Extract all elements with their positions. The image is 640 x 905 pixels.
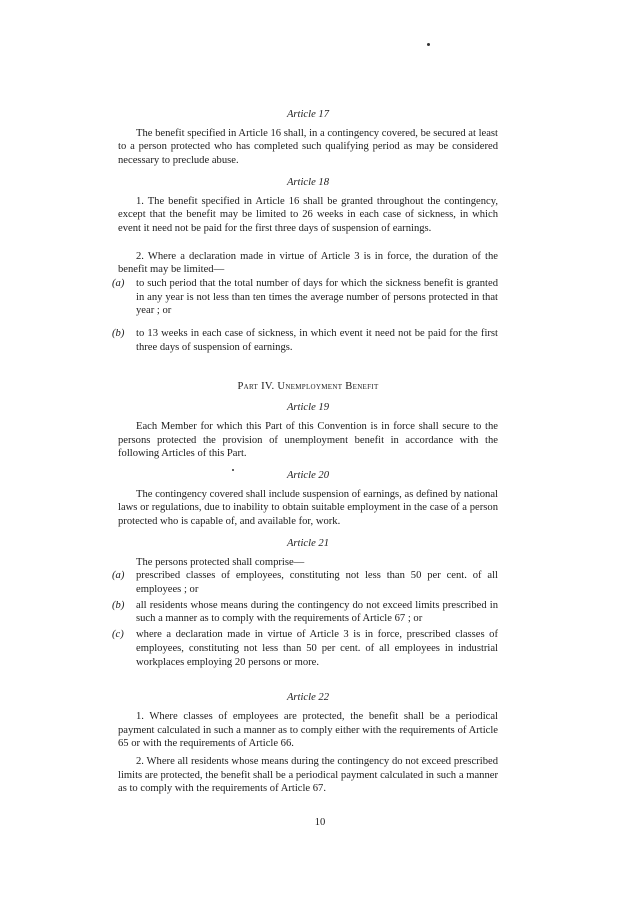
scan-speck	[427, 43, 430, 46]
item-text: to such period that the total number of days for which the sickness benefit is granted in any year is not less than ten times the average number of persons protected in that year ; or	[136, 278, 498, 317]
item-text: to 13 weeks in each case of sickness, in which event it need not be paid for the first three days of suspension of earnings.	[136, 328, 498, 353]
article-18-paragraph-2: 2. Where a declaration made in virtue of Article 3 is in force, the duration of the benefit may be limited—	[118, 250, 498, 276]
article-18-item-b	[112, 327, 498, 354]
item-label: (a)	[112, 570, 125, 582]
article-18-paragraph-1: 1. The benefit specified in Article 16 shall be granted throughout the contingency, except that the benefit may be limited to 26 weeks in each case of sickness, in which event it need not be paid for the first three days of suspension of earnings.	[118, 195, 498, 234]
item-text: prescribed classes of employees, constituting not less than 50 per cent. of all employees ; or	[136, 570, 498, 595]
article-22-heading: Article 22	[286, 692, 330, 704]
article-22-paragraph-2: 2. Where all residents whose means during the contingency do not exceed prescribed limits are protected, the benefit shall be a periodical payment calculated in such a manner as to comply with the requirements of Article 67.	[118, 756, 498, 795]
article-17-heading: Article 17	[286, 109, 330, 120]
article-20-text: The contingency covered shall include suspension of earnings, as defined by national laws or regulations, due to inability to obtain suitable employment in the case of a person protected who is capable of, and available for, work.	[118, 488, 498, 528]
article-21-heading: Article 21	[286, 537, 330, 549]
article-17-text: The benefit specified in Article 16 shall, in a contingency covered, be secured at least to a person protected who has completed such qualifying period as may be considered necessary to preclude abuse.	[118, 127, 498, 167]
article-21-intro: The persons protected shall comprise—	[136, 556, 305, 568]
article-21-item-a	[112, 569, 498, 596]
part-iv-title: Part IV. Unemployment Benefit	[237, 380, 379, 392]
page-number: 10	[314, 817, 326, 828]
article-21-item-c	[112, 628, 498, 669]
article-22-paragraph-1: 1. Where classes of employees are protected, the benefit shall be a periodical payment calculated in such a manner as to comply either with the requirements of Article 65 or with the requirements of Article 66.	[118, 710, 498, 750]
article-18-heading: Article 18	[286, 176, 330, 188]
article-21-item-b	[112, 599, 498, 626]
item-label: (b)	[112, 599, 125, 611]
item-text: where a declaration made in virtue of Article 3 is in force, prescribed classes of employees, constituting not less than 50 per cent. of all employees in industrial workplaces employing 20 persons or more.	[136, 629, 498, 668]
item-text: all residents whose means during the contingency do not exceed limits prescribed in such a manner as to comply with the requirements of Article 67 ; or	[136, 599, 498, 625]
item-label: (c)	[112, 629, 124, 641]
document-body	[112, 108, 498, 796]
item-label: (b)	[112, 328, 125, 340]
item-label: (a)	[112, 278, 125, 290]
article-20-heading: Article 20	[286, 470, 330, 482]
article-18-item-a	[112, 277, 498, 318]
article-19-heading: Article 19	[286, 402, 330, 414]
article-19-text: Each Member for which this Part of this Convention is in force shall secure to the persons protected the provision of unemployment benefit in accordance with the following Articles of this Part.	[118, 420, 498, 460]
